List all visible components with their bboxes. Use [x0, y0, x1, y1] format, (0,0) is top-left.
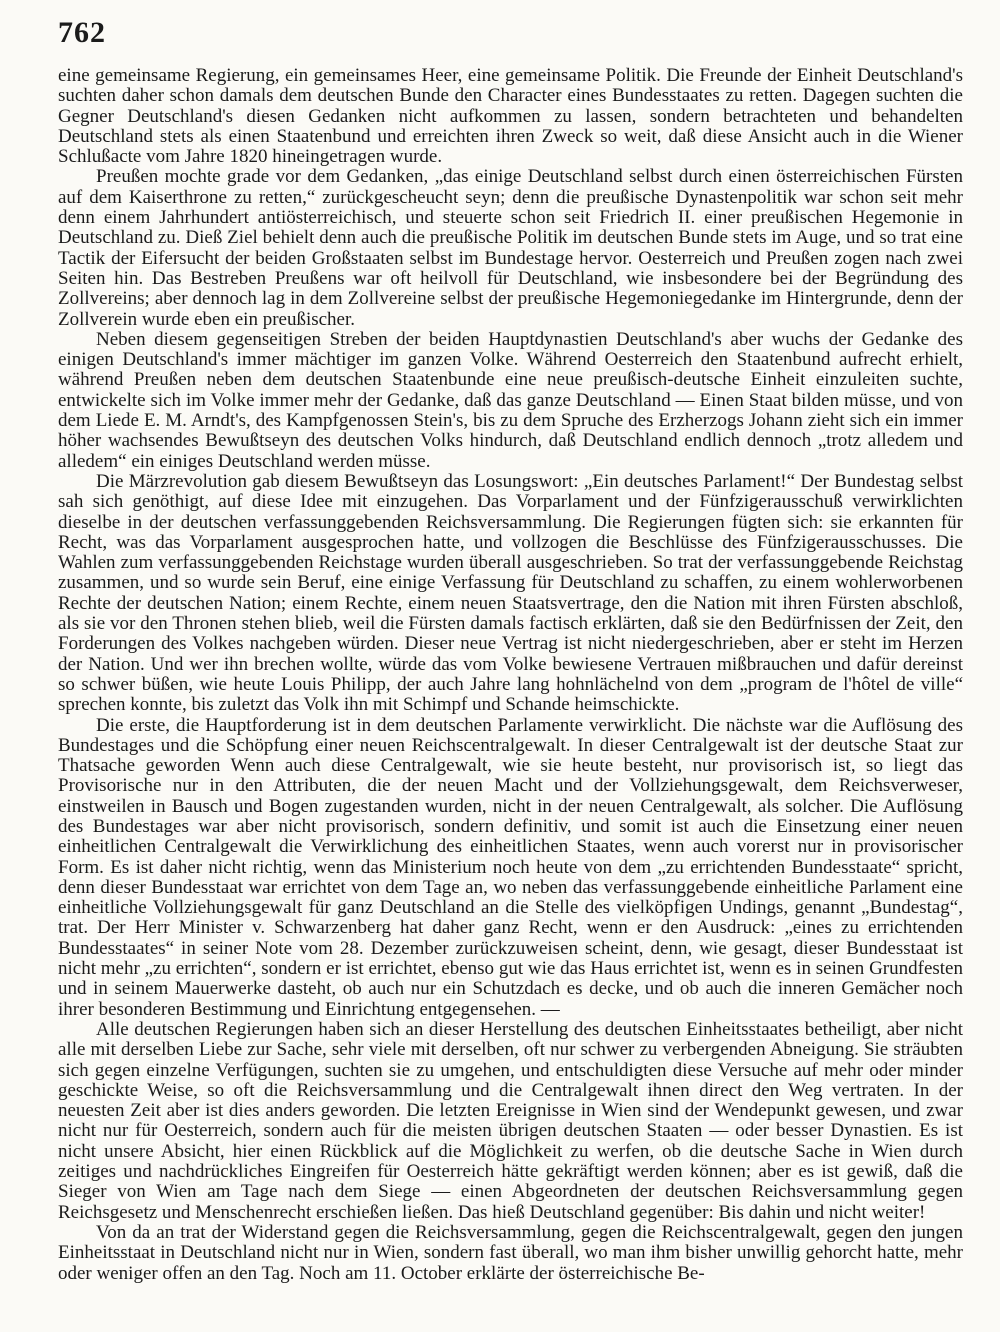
body-text — [58, 66, 963, 1284]
paragraph-2: Preußen mochte grade vor dem Gedanken, „das einige Deutschland selbst durch einen österreichischen Fürsten auf dem Kaiserthrone zu retten,“ zurückgescheucht seyn; denn die preußische Dynastenpolitik war schon seit mehr denn einem Jahrhundert antiösterreichisch, und steuerte schon seit Friedrich II. einer preußischen Hegemonie in Deutschland zu. Dieß Ziel behielt denn auch die preußische Politik im deutschen Bunde stets im Auge, und so trat eine Tactik der Eifersucht der beiden Großstaaten selbst im Bundestage hervor. Oesterreich und Preußen zogen nach zwei Seiten hin. Das Bestreben Preußens war oft heilvoll für Deutschland, wie insbesondere bei der Begründung des Zollvereins; aber dennoch lag in dem Zollvereine selbst der preußische Hegemoniegedanke im Hintergrunde, denn der Zollverein wurde eben ein preußischer. — [58, 166, 963, 330]
paragraph-6: Alle deutschen Regierungen haben sich an dieser Herstellung des deutschen Einheitsstaates betheiligt, aber nicht alle mit derselben Liebe zur Sache, sehr viele mit derselben, oft nur schwer zu verbergenden Abneigung. Sie sträubten sich gegen einzelne Verfügungen, suchten sie zu umgehen, und entschuldigten diese Versuche auf mehr oder minder geschickte Weise, so oft die Reichsversammlung und die Centralgewalt ihnen direct den Weg vertraten. In der neuesten Zeit aber ist dies anders geworden. Die letzten Ereignisse in Wien sind der Wendepunkt gewesen, und zwar nicht nur für Oesterreich, sondern auch für die meisten übrigen deutschen Staaten — oder besser Dynastien. Es ist nicht unsere Absicht, hier einen Rückblick auf die Möglichkeit zu werfen, ob die deutsche Sache in Wien durch zeitiges und nachdrückliches Eingreifen für Oesterreich hätte gekräftigt werden können; aber es ist gewiß, daß die Sieger von Wien am Tage nach dem Siege — einen Abgeordneten der deutschen Reichsversammlung gegen Reichsgesetz und Menschenrecht erschießen ließen. Das hieß Deutschland gegenüber: Bis dahin und nicht weiter! — [58, 1018, 963, 1223]
page-number: 762 — [58, 16, 106, 49]
paragraph-1: eine gemeinsame Regierung, ein gemeinsames Heer, eine gemeinsame Politik. Die Freunde der Einheit Deutschland's suchten daher schon damals dem deutschen Bunde den Character eines Bundesstaates zu retten. Dagegen suchten die Gegner Deutschland's diesen Gedanken nicht aufkommen zu lassen, sondern betrachteten und behandelten Deutschland stets als einen Staatenbund und erreichten ihren Zweck so weit, daß diese Ansicht auch in die Wiener Schlußacte vom Jahre 1820 hineingetragen wurde. — [58, 65, 963, 168]
bleed-through-artifact — [300, 1290, 680, 1312]
paragraph-3: Neben diesem gegenseitigen Streben der beiden Hauptdynastien Deutschland's aber wuchs der Gedanke des einigen Deutschland's immer mächtiger im ganzen Volke. Während Oesterreich den Staatenbund aufrecht erhielt, während Preußen neben dem deutschen Staatenbunde eine neue preußisch-deutsche Einheit einzuleiten suchte, entwickelte sich im Volke immer mehr der Gedanke, daß das ganze Deutschland — Einen Staat bilden müsse, und von dem Liede E. M. Arndt's, des Kampfgenossen Stein's, bis zu dem Spruche des Erzherzogs Johann zieht sich ein immer höher wachsendes Bewußtseyn des deutschen Volks hindurch, daß Deutschland endlich dennoch „trotz alledem und alledem“ ein einiges Deutschland werden müsse. — [58, 328, 963, 472]
paragraph-5: Die erste, die Hauptforderung ist in dem deutschen Parlamente verwirklicht. Die nächste war die Auflösung des Bundestages und die Schöpfung einer neuen Reichscentralgewalt. In dieser Centralgewalt ist der deutsche Staat zur Thatsache geworden Wenn auch diese Centralgewalt, wie sie heute besteht, nur provisorisch ist, so liegt das Provisorische nur in den Attributen, die der neuen Macht und der Vollziehungsgewalt, dem Reichsverweser, einstweilen in Bausch und Bogen zugestanden wurden, nicht in der neuen Centralgewalt, als solcher. Die Auflösung des Bundestages war aber nicht provisorisch, sondern definitiv, und somit ist auch die Einsetzung einer neuen einheitlichen Centralgewalt die Verwirklichung des einheitlichen Staates, wenn auch vorerst nur in provisorischer Form. Es ist daher nicht richtig, wenn das Ministerium noch heute von dem „zu errichtenden Bundesstaate“ spricht, denn dieser Bundesstaat war errichtet von dem Tage an, wo neben das verfassunggebende einheitliche Parlament eine einheitliche Vollziehungsgewalt für ganz Deutschland an die Stelle des vielköpfigen Undings, genannt „Bundestag“, trat. Der Herr Minister v. Schwarzenberg hat daher ganz Recht, wenn er den Ausdruck: „eines zu errichtenden Bundesstaates“ in seiner Note vom 28. Dezember zurückzuweisen scheint, denn, wie gesagt, dieser Bundesstaat ist nicht mehr „zu errichten“, sondern er ist errichtet, ebenso gut wie das Haus errichtet ist, wenn es in seinen Grundfesten und in seinem Mauerwerke dasteht, ob auch nur ein Schutzdach es decke, und ob auch die inneren Gemächer noch ihrer besonderen Bestimmung und Einrichtung entgegensehen. — — [58, 714, 963, 1020]
paragraph-7: Von da an trat der Widerstand gegen die Reichsversammlung, gegen die Reichscentralgewalt, gegen den jungen Einheitsstaat in Deutschland nicht nur in Wien, sondern fast überall, wo man ihm bisher unwillig gehorcht hatte, mehr oder weniger offen an den Tag. Noch am 11. October erklärte der österreichische Be- — [58, 1221, 963, 1284]
paragraph-4: Die Märzrevolution gab diesem Bewußtseyn das Losungswort: „Ein deutsches Parlament!“ Der Bundestag selbst sah sich genöthigt, auf diese Idee mit einzugehen. Das Vorparlament und der Fünfzigerausschuß verwirklichten dieselbe in der deutschen verfassunggebenden Reichsversammlung. Die Regierungen fügten sich: sie erkannten für Recht, was das Vorparlament ausgesprochen hatte, und vollzogen die Beschlüsse des Fünfzigerausschusses. Die Wahlen zum verfassunggebenden Reichstage wurden überall ausgeschrieben. So trat der verfassunggebende Reichstag zusammen, und so wurde sein Beruf, eine einige Verfassung für Deutschland zu schaffen, zu einem wohlerworbenen Rechte der deutschen Nation; einem Rechte, einem neuen Staatsvertrage, den die Nation mit ihren Fürsten abschloß, als sie vor den Thronen stehen blieb, weil die Fürsten damals factisch erklärten, daß sie den Bedürfnissen der Zeit, den Forderungen des Volkes nachgeben würden. Dieser neue Vertrag ist nicht niedergeschrieben, aber er steht im Herzen der Nation. Und wer ihn brechen wollte, würde das vom Volke bewiesene Vertrauen mißbrauchen und dafür dereinst so schwer büßen, wie heute Louis Philipp, der auch Jahre lang hohnlächelnd von dem „program de l'hôtel de ville“ sprechen konnte, bis zuletzt das Volk ihn mit Schimpf und Schande heimschickte. — [58, 470, 963, 716]
